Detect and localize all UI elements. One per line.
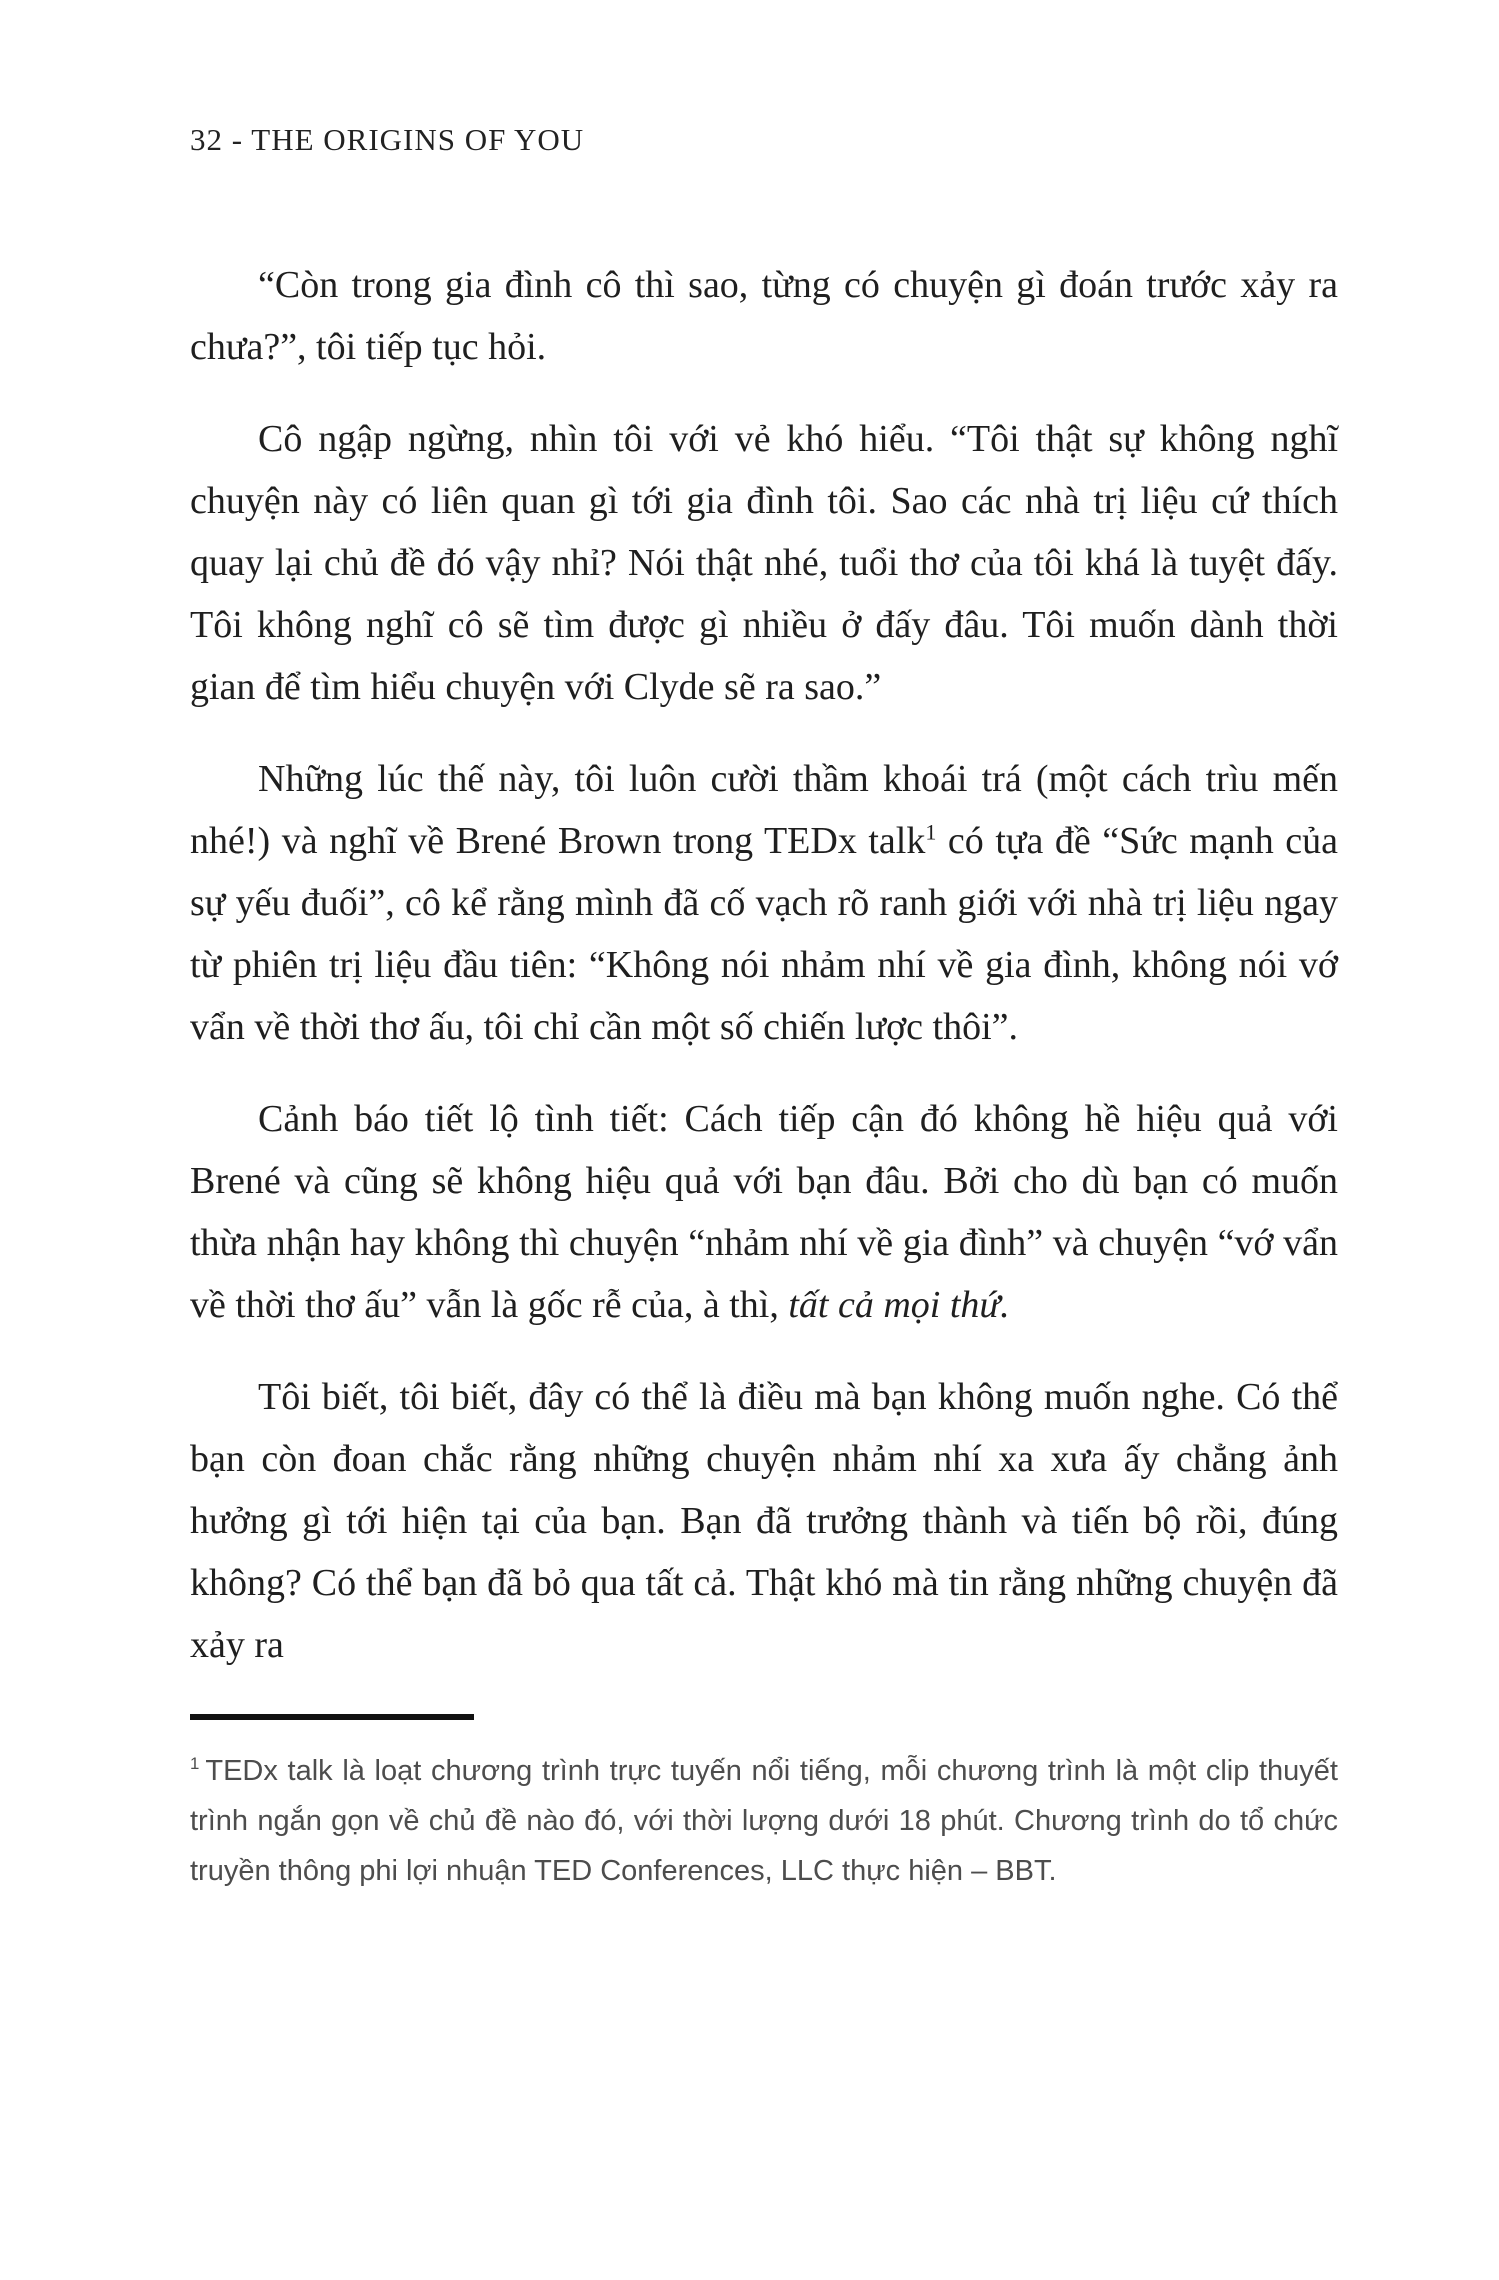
paragraph [190, 1088, 1338, 1336]
paragraph-segment: Tôi biết, tôi biết, đây có thể là điều mà bạn không muốn nghe. Có thể bạn còn đoan chắc rằng những chuyện nhảm nhí xa xưa ấy chẳng ảnh hưởng gì tới hiện tại của bạn. Bạn đã trưởng thành và tiến bộ rồi, đúng không? Có thể bạn đã bỏ qua tất cả. Thật khó mà tin rằng những chuyện đã xảy ra [190, 1376, 1338, 1666]
paragraph [190, 254, 1338, 378]
paragraph-segment: Cô ngập ngừng, nhìn tôi với vẻ khó hiểu. “Tôi thật sự không nghĩ chuyện này có liên quan gì tới gia đình tôi. Sao các nhà trị liệu cứ thích quay lại chủ đề đó vậy nhỉ? Nói thật nhé, tuổi thơ của tôi khá là tuyệt đấy. Tôi không nghĩ cô sẽ tìm được gì nhiều ở đấy đâu. Tôi muốn dành thời gian để tìm hiểu chuyện với Clyde sẽ ra sao.” [190, 418, 1338, 708]
footnote-area [190, 1714, 1338, 1896]
page-number-and-title: 32 - THE ORIGINS OF YOU [190, 122, 585, 157]
paragraph [190, 408, 1338, 718]
paragraph-segment: tất cả mọi thứ. [788, 1284, 1010, 1326]
paragraph [190, 748, 1338, 1058]
footnote [190, 1746, 1338, 1896]
paragraph-segment: Cảnh báo tiết lộ tình tiết: Cách tiếp cận đó không hề hiệu quả với Brené và cũng sẽ không hiệu quả với bạn đâu. Bởi cho dù bạn có muốn thừa nhận hay không thì chuyện “nhảm nhí về gia đình” và chuyện “vớ vẩn về thời thơ ấu” vẫn là gốc rễ của, à thì, [190, 1098, 1338, 1326]
running-header [190, 122, 1339, 158]
paragraph-segment: có tựa đề “Sức mạnh của sự yếu đuối”, cô kể rằng mình đã cố vạch rõ ranh giới với nhà trị liệu ngay từ phiên trị liệu đầu tiên: “Không nói nhảm nhí về gia đình, không nói vớ vẩn về thời thơ ấu, tôi chỉ cần một số chiến lược thôi”. [190, 820, 1338, 1048]
footnote-text: TEDx talk là loạt chương trình trực tuyến nổi tiếng, mỗi chương trình là một clip thuyết trình ngắn gọn về chủ đề nào đó, với thời lượng dưới 18 phút. Chương trình do tổ chức truyền thông phi lợi nhuận TED Conferences, LLC thực hiện – BBT. [190, 1755, 1338, 1887]
body-text [190, 254, 1338, 1676]
footnote-marker: 1 [190, 1754, 200, 1774]
paragraph-segment: “Còn trong gia đình cô thì sao, từng có chuyện gì đoán trước xảy ra chưa?”, tôi tiếp tục hỏi. [190, 264, 1338, 368]
footnote-divider [190, 1714, 474, 1720]
paragraph [190, 1366, 1338, 1676]
paragraph-segment: Những lúc thế này, tôi luôn cười thầm khoái trá (một cách trìu mến nhé!) và nghĩ về Brené Brown trong TEDx talk [190, 758, 1338, 862]
footnote-reference: 1 [925, 819, 937, 845]
